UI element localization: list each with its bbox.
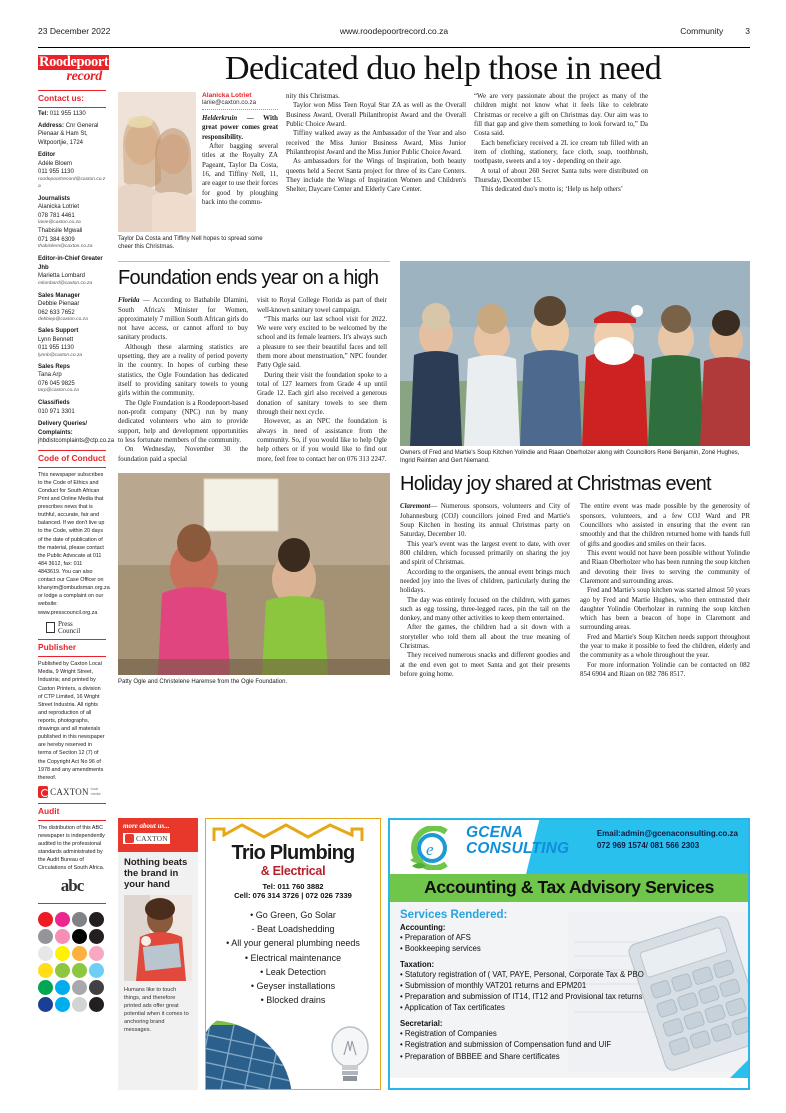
story3-col2-p4: Fred and Martie's Soup Kitchen needs support throughout the year to make it possible to feed the children, elderly and the community as a whole throughout the year. [580,633,750,660]
ad-gcena-consulting[interactable] [388,818,750,1090]
color-swatch [38,963,53,978]
logo-line-2: record [66,69,102,85]
code-of-conduct-body: This newspaper subscribes to the Code of Ethics and Conduct for South African Print and Online Media that prescribes news that is truthful, accurate, fair and balanced. If we don't live up to the Code, within 20 days of the date of publication of the material, please contact the Public Advocate at 011 484 3612, fax: 011 4843619. You can also contact our Case Officer on khanyim@ombudsman.org.za or lodge a complaint on our website: www.presscouncil.org.za [38,471,110,616]
story3-col1-p4: The day was entirely focused on the children, with games such as egg tossing, three-legged races, pin the tail on the donkey, and many other activities to keep them entertained. [400,596,570,623]
color-swatch [72,946,87,961]
delivery-block [38,420,115,446]
color-swatch [72,963,87,978]
gcena-category-accounting: Accounting: [400,923,446,932]
page-number: 3 [745,26,750,36]
color-swatch [55,963,70,978]
story1-photo [118,92,196,232]
story3-col2-p3: Fred and Martie's soup kitchen was started almost 50 years ago by Fred and Martie Hughes, who then entrusted their daughter Yolindie Oberholzer in running the soup kitchen which has been a beacon of hope in Claremont and surrounding areas. [580,587,750,632]
story2-col2-p3: During their visit the foundation spoke to a total of 127 learners from Grade 4 up until Grade 12. Each girl also received a generous donation of sanitary towels to see them through their next cycle. [257,371,387,416]
gcena-service-item: • Preparation of AFS [400,933,471,942]
journalists-label: Journalists [38,195,71,202]
caxton-tagline: local media [90,787,101,797]
gcena-service-item: • Registration and submission of Compensation fund and UIF [400,1040,612,1050]
story2-col2-p2: “This marks our last school visit for 2022. We were very excited to be welcomed by the school and its female learners. It's always such a pleasure to see their beautiful faces and tell them more about menstruation,” NPC founder Patty Ogle said. [257,315,387,370]
story1-col2-p1: nity this Christmas. [286,93,340,100]
story3-col1-p5: After the games, the children had a sit down with a storyteller who told them all about the true meaning of Christmas. [400,624,570,651]
story2 [118,261,390,686]
publisher-body: Published by Caxton Local Media, 9 Wright Street, Industria; and printed by Caxton Printers, a division of CTP Limited, 16 Wright Street Industria. All rights and reproduction of all reports, photographs, drawings and all materials published in this newspaper are hereby reserved in terms of Section 12 (7) of the Copyright Act No 96 of 1978 and any amendments thereof. [38,661,105,781]
story3-col1-p2: This year's event was the largest event to date, with over 800 children, which focussed primarily on sharing the joy and spirit of Christmas. [400,540,570,567]
gcena-service-item: • Statutory registration of ( VAT, PAYE, Personal, Corporate Tax & PBO [400,970,644,980]
story1-byline-name: Alanicka Lotriet [202,92,252,99]
delivery-label: Delivery Queries/ Complaints: [38,421,88,436]
gcena-service-item: • Preparation and submission of IT14, IT12 and Provisional tax returns [400,992,643,1002]
story1-col2 [286,92,466,251]
color-swatch [89,929,104,944]
color-swatch [72,980,87,995]
caxton-logo [38,786,106,799]
page-header [38,26,750,48]
color-swatch [55,980,70,995]
gcena-category-taxation: Taxation: [400,960,435,970]
trio-service-item: • Geyser installations [250,981,336,992]
gcena-wordmark [466,825,569,857]
color-calibration-swatches [38,912,106,1012]
story2-col1 [118,296,248,464]
color-swatch [89,997,104,1012]
story1-dateline: Helderkruin [202,115,238,122]
color-swatch [72,997,87,1012]
sales-manager-email: debbiep@caxton.co.za [38,317,88,323]
gcena-service-item: • Preparation of BBBEE and Share certificates [400,1051,560,1061]
svg-text:e: e [426,840,434,859]
story3 [400,261,750,686]
color-swatch [89,963,104,978]
lightbulb-icon [328,1025,372,1083]
gcena-category-secretarial: Secretarial: [400,1019,443,1029]
story2-caption: Patty Ogle and Christelene Haremse from the Ogle Foundation. [118,678,288,685]
editor-block [38,151,106,190]
color-swatch [89,912,104,927]
editor-in-chief-email: mlombard@caxton.co.za [38,280,93,286]
story2-col2 [257,296,387,464]
story3-headline: Holiday joy shared at Christmas event [400,473,711,496]
color-swatch [72,929,87,944]
editor-in-chief-block [38,255,106,288]
story2-col1-p2: Although these alarming statistics are upsetting, they are a reality of period poverty in the country. In hopes of curbing these statistics, the Ogle Foundation has dedicated itself to providing sanitary towels to young girls within the community. [118,343,248,398]
story1-lead-rest: — With great power comes great responsibility. [202,115,278,141]
sales-manager-phone: 062 633 7652 [38,309,75,316]
ad-caxton-local-media[interactable] [118,818,198,1090]
gcena-service-item: • Application of Tax certificates [400,1003,505,1013]
story3-col2 [580,502,750,679]
sales-rep-name: Tana Arp [38,372,62,379]
story3-dateline: Claremont [400,503,431,511]
ad-trio-plumbing[interactable] [205,818,381,1090]
trio-ad-services [206,908,380,1008]
story1-col3-p4: This dedicated duo's motto is; ‘Help us help others’ [481,186,624,194]
press-council-line1: Press [58,619,73,628]
story3-photo-figures [400,261,750,446]
trio-service-item: • Blocked drains [260,995,326,1006]
website-url: www.roodepoortrecord.co.za [339,26,449,36]
main-content [118,52,750,686]
classifieds-phone: 010 971 3301 [38,408,75,415]
story2-headline: Foundation ends year on a high [118,267,379,290]
story1-col2-p3: Tiffiny walked away as the Ambassador of the Year and also received the Miss Junior Business Award, Miss Junior Philanthropist Award and the Miss Junior Public Choice Award. [286,130,466,156]
journalist1-email: lanie@caxton.co.za [38,220,81,226]
sales-manager-label: Sales Manager [38,292,81,299]
story2-top-rule [118,261,390,262]
caxton-icon [38,786,48,798]
sales-support-email: lynnb@caxton.co.za [38,352,83,358]
caxton-wordmark: CAXTON [50,786,89,797]
story1-col1-p2: After bagging several titles at the Royalty ZA Pageant, Taylor Da Costa, 16, and Tiffiny Nell, 11, are eager to use their forces for good by ploughing back into the commu- [202,142,278,206]
caxton-ad-image [124,895,192,981]
delivery-email: jhbdistcomplaints@ctp.co.za [38,438,115,445]
story2-photo-figures [118,473,390,675]
story1 [118,92,750,251]
editor-label: Editor [38,152,56,159]
trio-service-item: • All your general plumbing needs [226,938,360,949]
advertisements-row [118,818,750,1090]
caxton-ad-body: Humans like to touch things, and therefore printed ads offer great potential when it comes to anchoring brand messages. [124,986,189,1034]
abc-logo: abc [60,876,84,896]
journalist1-phone: 078 781 4461 [38,212,75,219]
sales-support-phone: 011 955 1130 [38,345,74,352]
story2-col1-p1-rest: — According to Bathabile Dlamini, South Africa's Minister for Women, approximately 7 million South African girls do not have access, or cannot afford to buy sanitary products. [118,297,248,342]
caxton-ad-photo-figure [124,895,192,981]
journalist2-email: thabisilem@caxton.co.za [38,244,93,250]
color-swatch [38,980,53,995]
story2-col2-p4: However, as an NPC the foundation is always in need of assistance from the community. So, if you would like to help Ogle help others or if you would like to find out more, feel free to contact her on 076 313 2247. [257,418,387,463]
byline-divider [202,109,278,110]
story2-col1-p1 [118,296,248,343]
color-swatch [55,997,70,1012]
sales-manager-block [38,292,106,396]
issue-date: 23 December 2022 [38,26,111,36]
story1-headline: Dedicated duo help those in need [225,50,662,87]
color-swatch [38,946,53,961]
gcena-phones[interactable]: 072 969 1574/ 081 566 2303 [596,841,700,851]
color-swatch [55,912,70,927]
story1-col3-p1: “We are very passionate about the project as many of the children might not know what it feels like to celebrate Christmas or receive a gift on Christmas day. Our aim was to fill that gap and give them something to look forward to,” Da Costa said. [474,93,648,138]
trio-ad-cell[interactable]: Cell: 076 314 3726 | 072 026 7339 [234,891,352,900]
story3-col1-p6: They received numerous snacks and different goodies and at the end even got to meet Santa and got their presents before going home. [400,652,570,678]
gcena-banner-title: Accounting & Tax Advisory Services [390,874,748,902]
gcena-logo-icon [402,826,460,870]
tel-value: 011 955 1130 [49,111,86,118]
story3-photo [400,261,750,446]
sales-reps-label: Sales Reps [38,363,71,370]
story2-col1-p3: The Ogle Foundation is a Roodepoort-based non-profit company (NPC) run by many dedicated volunteers who aim to provide support, help and development opportunities to less fortunate members of the community. [118,399,248,444]
color-swatch [72,912,87,927]
journalist2-name: Thabisile Mgwali [38,228,83,235]
gcena-accounting-items [400,932,738,954]
story3-col1-p3: According to the organisers, the annual event brings much needed joy into the lives of children, particularly during the holidays. [400,568,570,595]
trio-service-item: - Beat Loadshedding [251,924,335,935]
trio-ad-tel[interactable]: Tel: 011 760 3882 [262,882,324,891]
journalist2-phone: 071 384 6309 [38,236,75,243]
gcena-logo-line1: GCENA [466,824,523,841]
color-swatch [38,929,53,944]
masthead-sidebar [38,54,115,1012]
sales-support-name: Lynn Bennett [38,336,74,343]
trio-ad-name: Trio Plumbing [231,842,355,864]
section-name: Community [680,26,724,36]
story3-col1-p1-rest: — Numerous sponsors, volunteers and City of Johannesburg (COJ) councillors joined Fred and Martie's Soup Kitchen in hosting its annual Christmas party on Saturday, December 10. [400,503,570,539]
address-value: Cnr General Pienaar & Ham St, Witpoortjie, 1724 [38,122,99,146]
journalists-block [38,195,106,251]
classifieds-label: Classifieds [38,400,70,407]
color-swatch [89,980,104,995]
press-council-icon [46,622,55,633]
caxton-ad-headline: Nothing beats the brand in your hand [124,857,188,891]
code-of-conduct-heading: Code of Conduct [38,450,106,468]
story3-col2-p1: The entire event was made possible by the generosity of sponsors, volunteers, and a few COJ Ward and PR Councillors who assisted in ensuring that the event ran smoothly and that the children returned home with hands full of gifts and goodies and smiles on their faces. [580,503,750,548]
sales-rep-phone: 076 045 9825 [38,380,75,387]
story2-col2-p1: visit to Royal College Florida as part of their well-known sanitary towel campaign. [257,297,387,314]
gcena-logo-line2: CONSULTING [466,839,570,857]
audit-heading: Audit [38,803,106,821]
logo-line-1: Roodepoort [39,54,109,70]
story2-col1-p4: On Wednesday, November 30 the foundation paid a special [118,446,248,463]
sales-support-label: Sales Support [38,328,79,335]
editor-in-chief-label: Editor-in-Chief Greater Jhb [38,256,103,271]
audit-body: The distribution of this ABC newspaper is independently audited to the professional standards administrated by the Audit Bureau of Circulations of South Africa. [38,824,105,872]
press-council-line2: Council [58,626,81,635]
color-swatch [38,997,53,1012]
trio-service-item: • Leak Detection [260,966,326,977]
caxton-more-about-label: more about us... [123,822,170,830]
press-council-logo [46,621,106,636]
editor-email: roodepoortrecord@caxton.co.za [38,176,106,189]
gcena-service-item: • Registration of Companies [400,1029,497,1039]
classifieds-block [38,399,106,416]
gcena-corner-accent [730,1060,748,1078]
editor-name: Adéle Bloem [38,160,73,167]
caxton-ad-logo [123,833,170,844]
story2-dateline: Florida [118,297,140,305]
address-label: Address: [38,122,65,129]
lightbulb-image [328,1025,372,1083]
gcena-secretarial-items [400,1028,738,1061]
gcena-services-panel [390,902,748,1078]
story1-col2-p4: As ambassadors for the Wings of Inspiration, both beauty queens held a Secret Santa project for three of its Care Centers. They include the Wings of Inspiration Women and Children's Shelter, Daycare Center and Elderly Care Center. [286,158,466,194]
trio-service-item: • Go Green, Go Solar [250,910,336,920]
solar-panel-icon [205,1011,292,1090]
caxton-ad-header [118,818,198,852]
rail-divider [38,903,106,904]
story1-photo-figures [118,92,196,232]
story1-col1-p1 [202,114,278,142]
trio-ad-subtitle: & Electrical [260,864,326,878]
caxton-ad-brand: CAXTON [136,834,168,843]
story2-photo [118,473,390,675]
roofline-icon [212,823,376,843]
tel-label: Tel: [38,111,49,118]
trio-service-item: • Electrical maintenance [244,952,342,963]
solar-panel-image [205,1011,292,1090]
story1-col3-p2: Each beneficiary received a 2L ice cream tub filled with an item of clothing, stationery, face cloth, soap, toothbrush, toothpaste, sweets and a toy - depending on their age. [474,139,648,166]
story1-caption: Taylor Da Costa and Tiffiny Nell hopes to spread some cheer this Christmas. [118,236,263,251]
gcena-ad-header [390,820,748,874]
gcena-contact-block [597,828,738,853]
trio-roof-graphic [212,823,374,843]
color-swatch [55,929,70,944]
gcena-service-item: • Submission of monthly VAT201 returns and EPM201 [400,981,587,991]
color-swatch [89,946,104,961]
journalist1-name: Alanicka Lotriet [38,204,80,211]
gcena-leaf-icon [402,826,460,870]
story1-col3-p3: A total of about 260 Secret Santa tubs were distributed on Thursday, December 15. [474,167,648,184]
gcena-email[interactable]: Email:admin@gcenaconsulting.co.za [596,829,738,838]
story1-byline-email: lanie@caxton.co.za [202,99,257,106]
editor-in-chief-name: Marietta Lombard [38,273,86,280]
story3-col2-p5: For more information Yolindie can be contacted on 082 854 6904 and Riaan on 082 786 8517. [580,661,750,678]
gcena-taxation-items [400,969,738,1013]
story3-col1 [400,502,570,679]
color-swatch [38,912,53,927]
story3-photo-caption: Owners of Fred and Martie's Soup Kitchen Yolindie and Riaan Oberholzer along with Councillors René Benjamin, Zoné Hughes, Ingrid Reinten and Gert Niemand. [400,450,740,465]
story1-col2-p2: Taylor won Miss Teen Royal Star ZA as well as the Overall Business Award, Overall Philanthropist Award and the Overall Public Choice Award. [286,102,466,128]
gcena-service-item: • Bookkeeping services [400,944,481,954]
sales-manager-name: Debbie Pienaar [38,301,80,308]
editor-phone: 011 955 1130 [38,169,74,176]
contact-block [38,110,106,147]
sales-rep-email: tarp@caxton.co.za [38,388,79,394]
publisher-heading: Publisher [38,639,106,657]
gcena-services-title: Services Rendered: [400,909,508,921]
contact-heading: Contact us: [38,90,106,108]
story3-col1-p1 [400,502,570,539]
story3-col2-p2: This event would not have been possible without Yolindie and Riaan Oberholzer who has been running the soup kitchen and devoting their lives to serving the community of Claremont and surrounding areas. [580,549,750,585]
story1-col3 [474,92,648,251]
color-swatch [55,946,70,961]
caxton-ad-icon [125,834,134,843]
publication-logo [38,54,109,86]
